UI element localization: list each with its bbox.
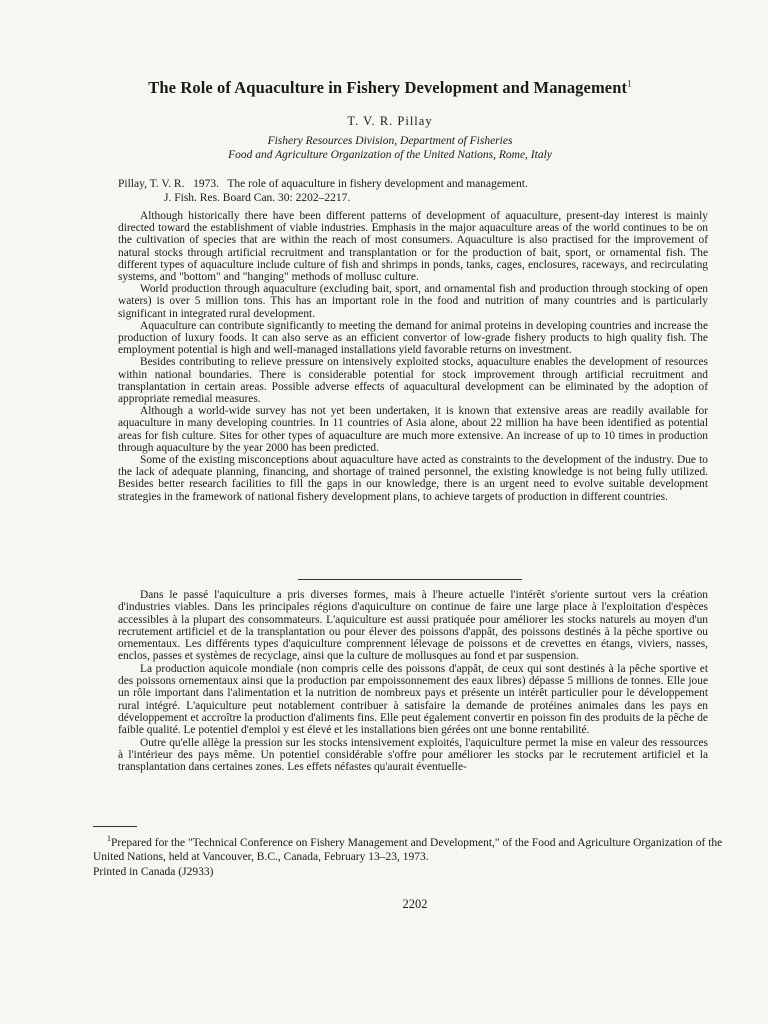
abstract-en-paragraph: Aquaculture can contribute significantly to meeting the demand for animal proteins in developing countries and increase the production of luxury foods. It can also serve as an efficient convertor of low-grade fishery products to high quality fish. The employment potential is high and well-managed installations yield favorable returns on investment.: [118, 319, 708, 357]
footnote-text: Prepared for the "Technical Conference on Fishery Management and Development," of the Food and Agriculture Organization of the United Nations, held at Vancouver, B.C., Canada, February 13–23, 1973.: [93, 836, 723, 863]
abstract-french: [118, 589, 708, 773]
affiliation-line-1: Fishery Resources Division, Department of Fisheries: [267, 135, 513, 147]
article-title: The Role of Aquaculture in Fishery Development and Management$^1$: [148, 78, 632, 97]
citation-line-2: J. Fish. Res. Board Can. 30: 2202–2217.: [164, 191, 351, 204]
abstract-english: [118, 210, 708, 503]
abstract-en-paragraph: Although a world-wide survey has not yet been undertaken, it is known that extensive areas are readily available for aquaculture in many developing countries. In 11 countries of Asia alone, about 22 million ha have been identified as potential areas for fish culture. Sites for other types of aquaculture are much more extensive. An increase of up to 10 times in production through aquaculture by the year 2000 has been predicted.: [118, 405, 708, 454]
affiliation: [90, 134, 690, 162]
citation-line-1: Pillay, T. V. R. 1973. The role of aquaculture in fishery development and management.: [118, 178, 528, 190]
citation: [118, 178, 678, 205]
affiliation-line-2: Food and Agriculture Organization of the United Nations, Rome, Italy: [228, 149, 552, 161]
title-footnote-mark: 1: [627, 78, 632, 89]
abstract-en-paragraph: Although historically there have been different patterns of development of aquaculture, present-day interest is mainly directed toward the establishment of viable industries. Emphasis in the major aquaculture areas of the world continues to be on the cultivation of species that are within the reach of most consumers. Aquaculture is also practised for the improvement of natural stocks through artificial recruitment and transplantation or for the production of bait, sport, or ornamental fish. The different types of aquaculture include culture of fish and shrimps in ponds, tanks, cages, enclosures, raceways, and recirculating systems, and "bottom" and "hanging" methods of mollusc culture.: [118, 210, 708, 284]
abstract-fr-paragraph: Outre qu'elle allège la pression sur les stocks intensivement exploités, l'aquiculture permet la mise en valeur des ressources à l'intérieur des pays même. Un potentiel considérable s'offre pour améliorer les stocks par le recrutement artificiel et la transplantation dans certaines zones. Les effets néfastes qu'aurait éventuelle-: [118, 736, 708, 774]
printed-note: Printed in Canada (J2933): [93, 866, 214, 878]
abstract-en-paragraph: Besides contributing to relieve pressure on intensively exploited stocks, aquaculture enables the development of resources within national boundaries. There is considerable potential for stock improvement through artificial recruitment and transplantation in certain areas. Possible adverse effects of aquacultural development can be eliminated by the adoption of appropriate remedial measures.: [118, 356, 708, 406]
abstract-fr-paragraph: La production aquicole mondiale (non compris celle des poissons d'appât, de ceux qui sont destinés à la pêche sportive et des poissons ornementaux ainsi que la production par empoissonnement des eaux libres) dépasse 5 millions de tonnes. Elle joue un rôle important dans l'alimentation et la nutrition de nombreux pays et présente un intérêt particulier pour le développement rural intégré. L'aquiculture peut notablement contribuer à satisfaire la demande de protéines animales dans les pays en développement et accroître la production d'aliments fins. Elle peut également convertir en poisson fin des produits de la pêche de faible qualité. Le potentiel d'emploi y est élevé et les installations bien gérées ont une bonne rentabilité.: [118, 662, 708, 737]
section-divider: [298, 579, 522, 580]
footnote-mark: 1: [107, 834, 111, 843]
abstract-en-paragraph: World production through aquaculture (excluding bait, sport, and ornamental fish and production through stocking of open waters) is over 5 million tons. This has an important role in the food and nutrition of many countries and is particularly significant in integrated rural development.: [118, 283, 708, 320]
author-name: T. V. R. Pillay: [347, 114, 433, 128]
footnote-rule: [93, 826, 137, 827]
page-number: 2202: [402, 897, 428, 911]
abstract-en-paragraph: Some of the existing misconceptions about aquaculture have acted as constraints to the development of the industry. Due to the lack of adequate planning, financing, and shortage of trained personnel, the existing knowledge is not being fully utilized. Besides better research facilities to fill the gaps in our knowledge, there is an urgent need to evolve suitable development strategies in the framework of national fishery development plans, to achieve targets of production in different countries.: [118, 454, 708, 503]
footnote: [93, 832, 738, 864]
abstract-fr-paragraph: Dans le passé l'aquiculture a pris diverses formes, mais à l'heure actuelle l'intérêt s'oriente surtout vers la création d'industries viables. Dans les principales régions d'aquiculture on continue de faire une large place à l'exploitation d'espèces accessibles à la plupart des consommateurs. L'aquiculture est aussi pratiquée pour améliorer les stocks naturels au moyen d'un recrutement artificiel et de la transplantation ou pour élever des poissons d'appât, des poissons destinés à la pêche sportive ou ornementaux. Les différents types d'aquiculture comprennent lélevage de poissons et de crevettes en étangs, viviers, nasses, enclos, passes et systèmes de recyclage, ainsi que la culture de mollusques au fond et par suspension.: [118, 589, 708, 663]
